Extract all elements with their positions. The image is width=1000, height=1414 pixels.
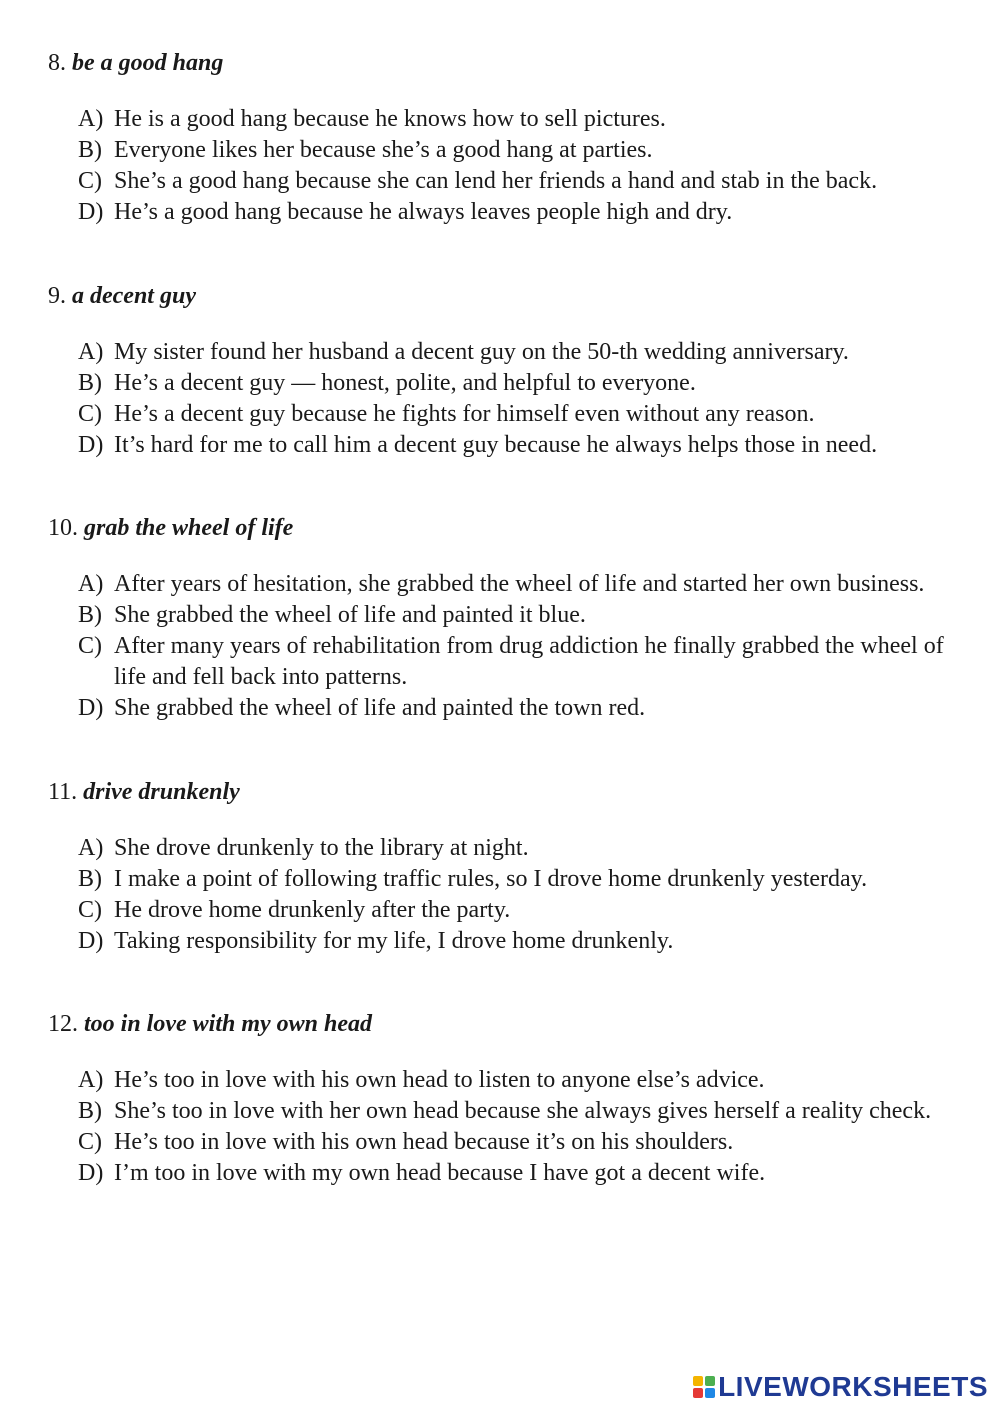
option-c[interactable] [48,166,968,197]
option-text: He’s a decent guy because he fights for himself even without any reason. [114,401,815,427]
options-list [48,569,968,724]
logo-square-3 [693,1388,703,1398]
option-d[interactable] [48,926,968,957]
option-text: My sister found her husband a decent guy on the 50-th wedding anniversary. [114,339,849,365]
option-letter: C) [78,401,102,427]
option-letter: C) [78,897,102,923]
option-a[interactable] [48,1065,968,1096]
options-list [48,337,968,461]
option-a[interactable] [48,833,968,864]
question-phrase: drive drunkenly [83,779,240,805]
option-letter: C) [78,168,102,194]
liveworksheets-logo [693,1372,988,1402]
option-text: After years of hesitation, she grabbed the wheel of life and started her own business. [114,571,925,597]
option-d[interactable] [48,693,968,724]
question-phrase: too in love with my own head [84,1011,373,1037]
option-text: I’m too in love with my own head because I have got a decent wife. [114,1160,766,1186]
question-title [48,513,968,543]
option-text: Everyone likes her because she’s a good hang at parties. [114,137,653,163]
option-a[interactable] [48,337,968,368]
option-letter: D) [78,199,104,225]
option-letter: A) [78,835,104,861]
option-text: She drove drunkenly to the library at night. [114,835,529,861]
question-title [48,48,968,78]
question-phrase: grab the wheel of life [84,515,294,541]
question-number: 11. [48,779,78,805]
option-letter: B) [78,1098,102,1124]
logo-square-1 [693,1376,703,1386]
question-number: 9. [48,283,66,309]
question-12 [48,1009,968,1189]
question-9 [48,281,968,461]
option-c[interactable] [48,399,968,430]
option-text: He is a good hang because he knows how to sell pictures. [114,106,666,132]
option-letter: B) [78,866,102,892]
logo-square-2 [705,1376,715,1386]
option-c[interactable] [48,631,968,693]
question-title [48,281,968,311]
option-d[interactable] [48,430,968,461]
question-phrase: a decent guy [72,283,196,309]
logo-square-4 [705,1388,715,1398]
option-text: Taking responsibility for my life, I drove home drunkenly. [114,928,674,954]
option-b[interactable] [48,600,968,631]
option-letter: A) [78,1067,104,1093]
options-list [48,104,968,228]
question-title [48,1009,968,1039]
option-b[interactable] [48,1096,968,1127]
option-b[interactable] [48,135,968,166]
options-list [48,833,968,957]
option-b[interactable] [48,864,968,895]
option-c[interactable] [48,895,968,926]
option-letter: B) [78,137,102,163]
option-text: She’s too in love with her own head because she always gives herself a reality check. [114,1098,932,1124]
option-letter: B) [78,370,102,396]
option-letter: A) [78,106,104,132]
option-letter: C) [78,633,102,659]
option-letter: A) [78,571,104,597]
option-text: He drove home drunkenly after the party. [114,897,511,923]
option-text: She grabbed the wheel of life and painted the town red. [114,695,646,721]
option-text: After many years of rehabilitation from drug addiction he finally grabbed the wheel of life and fell back into patterns. [114,633,944,690]
option-a[interactable] [48,569,968,600]
option-letter: B) [78,602,102,628]
option-text: He’s too in love with his own head to listen to anyone else’s advice. [114,1067,765,1093]
option-d[interactable] [48,197,968,228]
question-number: 10. [48,515,78,541]
option-letter: D) [78,928,104,954]
question-11 [48,777,968,957]
option-text: It’s hard for me to call him a decent guy because he always helps those in need. [114,432,878,458]
option-c[interactable] [48,1127,968,1158]
logo-mark-icon [693,1376,715,1398]
logo-text: LIVEWORKSHEETS [718,1371,988,1402]
option-letter: D) [78,432,104,458]
option-letter: A) [78,339,104,365]
question-8 [48,48,968,228]
option-letter: D) [78,1160,104,1186]
option-letter: C) [78,1129,102,1155]
option-text: He’s a good hang because he always leaves people high and dry. [114,199,733,225]
option-d[interactable] [48,1158,968,1189]
option-text: He’s a decent guy — honest, polite, and helpful to everyone. [114,370,696,396]
option-text: She grabbed the wheel of life and painted it blue. [114,602,586,628]
option-text: He’s too in love with his own head because it’s on his shoulders. [114,1129,734,1155]
options-list [48,1065,968,1189]
option-text: She’s a good hang because she can lend her friends a hand and stab in the back. [114,168,878,194]
question-number: 8. [48,50,66,76]
question-10 [48,513,968,724]
question-phrase: be a good hang [72,50,224,76]
option-text: I make a point of following traffic rules, so I drove home drunkenly yesterday. [114,866,868,892]
question-title [48,777,968,807]
option-letter: D) [78,695,104,721]
option-a[interactable] [48,104,968,135]
question-number: 12. [48,1011,78,1037]
option-b[interactable] [48,368,968,399]
